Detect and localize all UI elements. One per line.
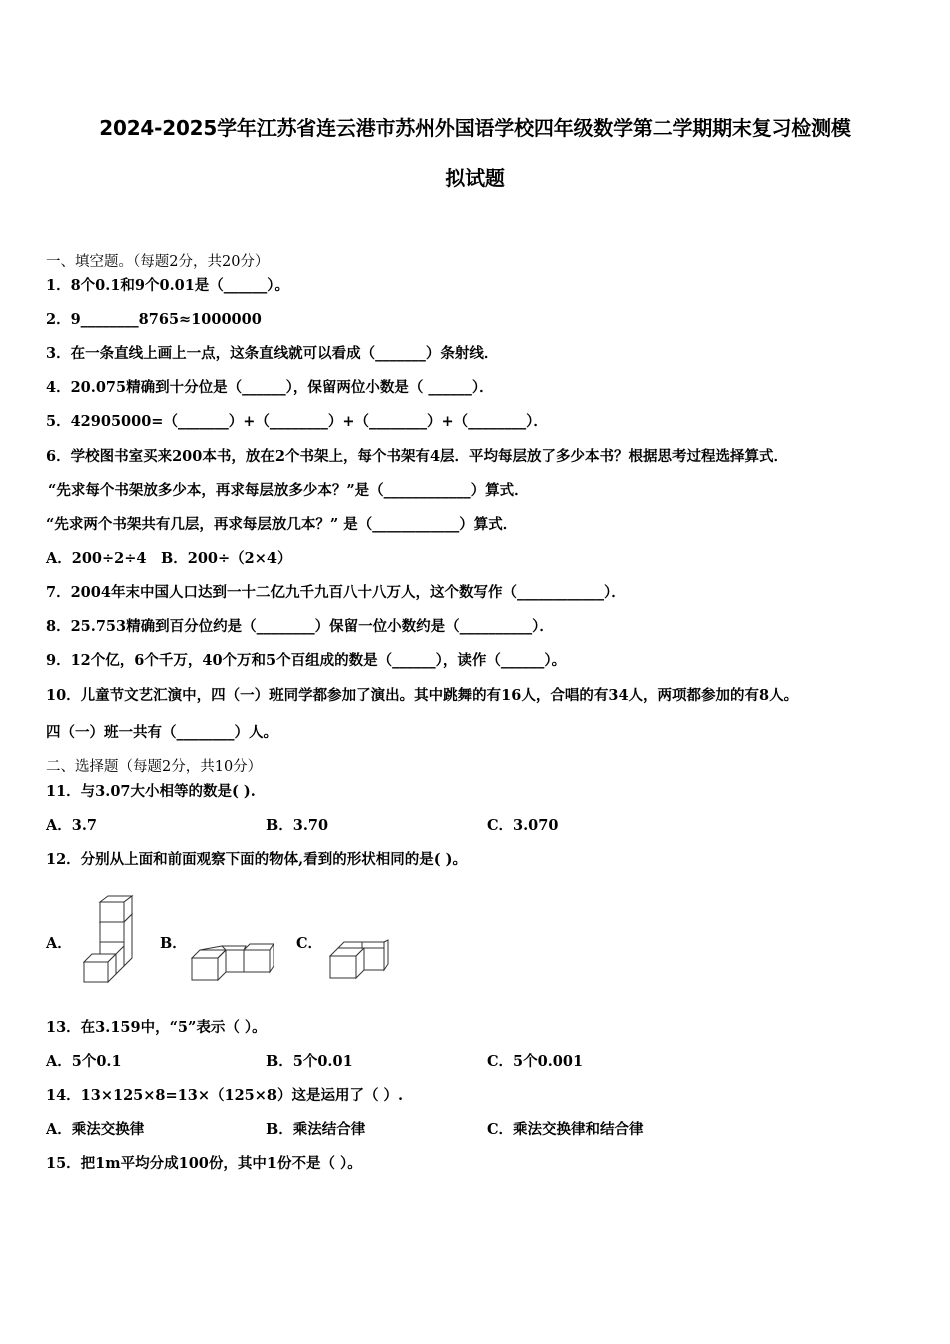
exam-title-line2: 拟试题 (445, 166, 505, 190)
question-6-line2: “先求每个书架放多少本，再求每层放多少本？”是（____________）算式． (48, 482, 529, 499)
question-14-option-a: A．乘法交换律 (46, 1121, 145, 1138)
question-14-stem: 14．13×125×8=13×（125×8）这是运用了（ ）. (46, 1087, 404, 1104)
question-9: 9．12个亿，6个千万，40个万和5个百组成的数是（______），读作（______）。 (46, 652, 567, 669)
question-13-stem: 13．在3.159中，“5”表示（ ）。 (46, 1019, 267, 1036)
question-14-option-b: B．乘法结合律 (266, 1121, 366, 1138)
question-11-option-b: B．3.70 (266, 817, 329, 834)
question-10-line1: 10．儿童节文艺汇演中，四（一）班同学都参加了演出。其中跳舞的有16人，合唱的有34人，两项都参加的有8人。 (46, 687, 799, 704)
question-6-line3: “先求两个书架共有几层，再求每层放几本？” 是（____________）算式． (46, 516, 518, 533)
question-13-option-a: A．5个0.1 (46, 1053, 122, 1070)
question-12-option-a: A． (46, 935, 72, 952)
question-6-options: A．200÷2÷4 B．200÷（2×4） (46, 550, 292, 567)
question-12-option-b: B． (160, 935, 187, 952)
question-8: 8．25.753精确到百分位约是（________）保留一位小数约是（__________）． (46, 618, 554, 635)
question-11-option-a: A．3.7 (46, 817, 97, 834)
cube-figure-b (188, 940, 274, 984)
section2-heading: 二、选择题（每题2分，共10分） (46, 759, 263, 775)
exam-title-line1: 2024-2025学年江苏省连云港市苏州外国语学校四年级数学第二学期期末复习检测模 (99, 116, 851, 140)
question-6-stem: 6．学校图书室买来200本书，放在2个书架上，每个书架有4层．平均每层放了多少本书？根据思考过程选择算式． (46, 448, 789, 465)
question-4: 4．20.075精确到十分位是（______），保留两位小数是（ ______）． (46, 379, 494, 396)
question-5: 5．42905000=（_______）+（________）+（________）+（________）． (46, 413, 548, 430)
question-13-option-c: C．5个0.001 (487, 1053, 584, 1070)
question-12-option-c: C． (296, 935, 323, 952)
question-12-stem: 12．分别从上面和前面观察下面的物体,看到的形状相同的是( )。 (46, 851, 467, 868)
question-10-line2: 四（一）班一共有（________）人。 (46, 724, 278, 741)
cube-figure-c (326, 938, 392, 982)
question-7: 7．2004年末中国人口达到一十二亿九千九百八十八万人，这个数写作（____________）． (46, 584, 626, 601)
question-13-option-b: B．5个0.01 (266, 1053, 353, 1070)
cube-figure-a (80, 894, 136, 986)
section1-heading: 一、填空题。（每题2分，共20分） (46, 254, 270, 270)
question-11-stem: 11．与3.07大小相等的数是( ). (46, 783, 256, 800)
question-1: 1．8个0.1和9个0.01是（______）。 (46, 277, 290, 294)
question-14-option-c: C．乘法交换律和结合律 (487, 1121, 644, 1138)
question-3: 3．在一条直线上画上一点，这条直线就可以看成（_______）条射线． (46, 345, 499, 362)
question-15-stem: 15．把1m平均分成100份，其中1份不是（ ）。 (46, 1155, 362, 1172)
question-11-option-c: C．3.070 (487, 817, 559, 834)
question-2: 2．9________8765≈1000000 (46, 311, 262, 328)
